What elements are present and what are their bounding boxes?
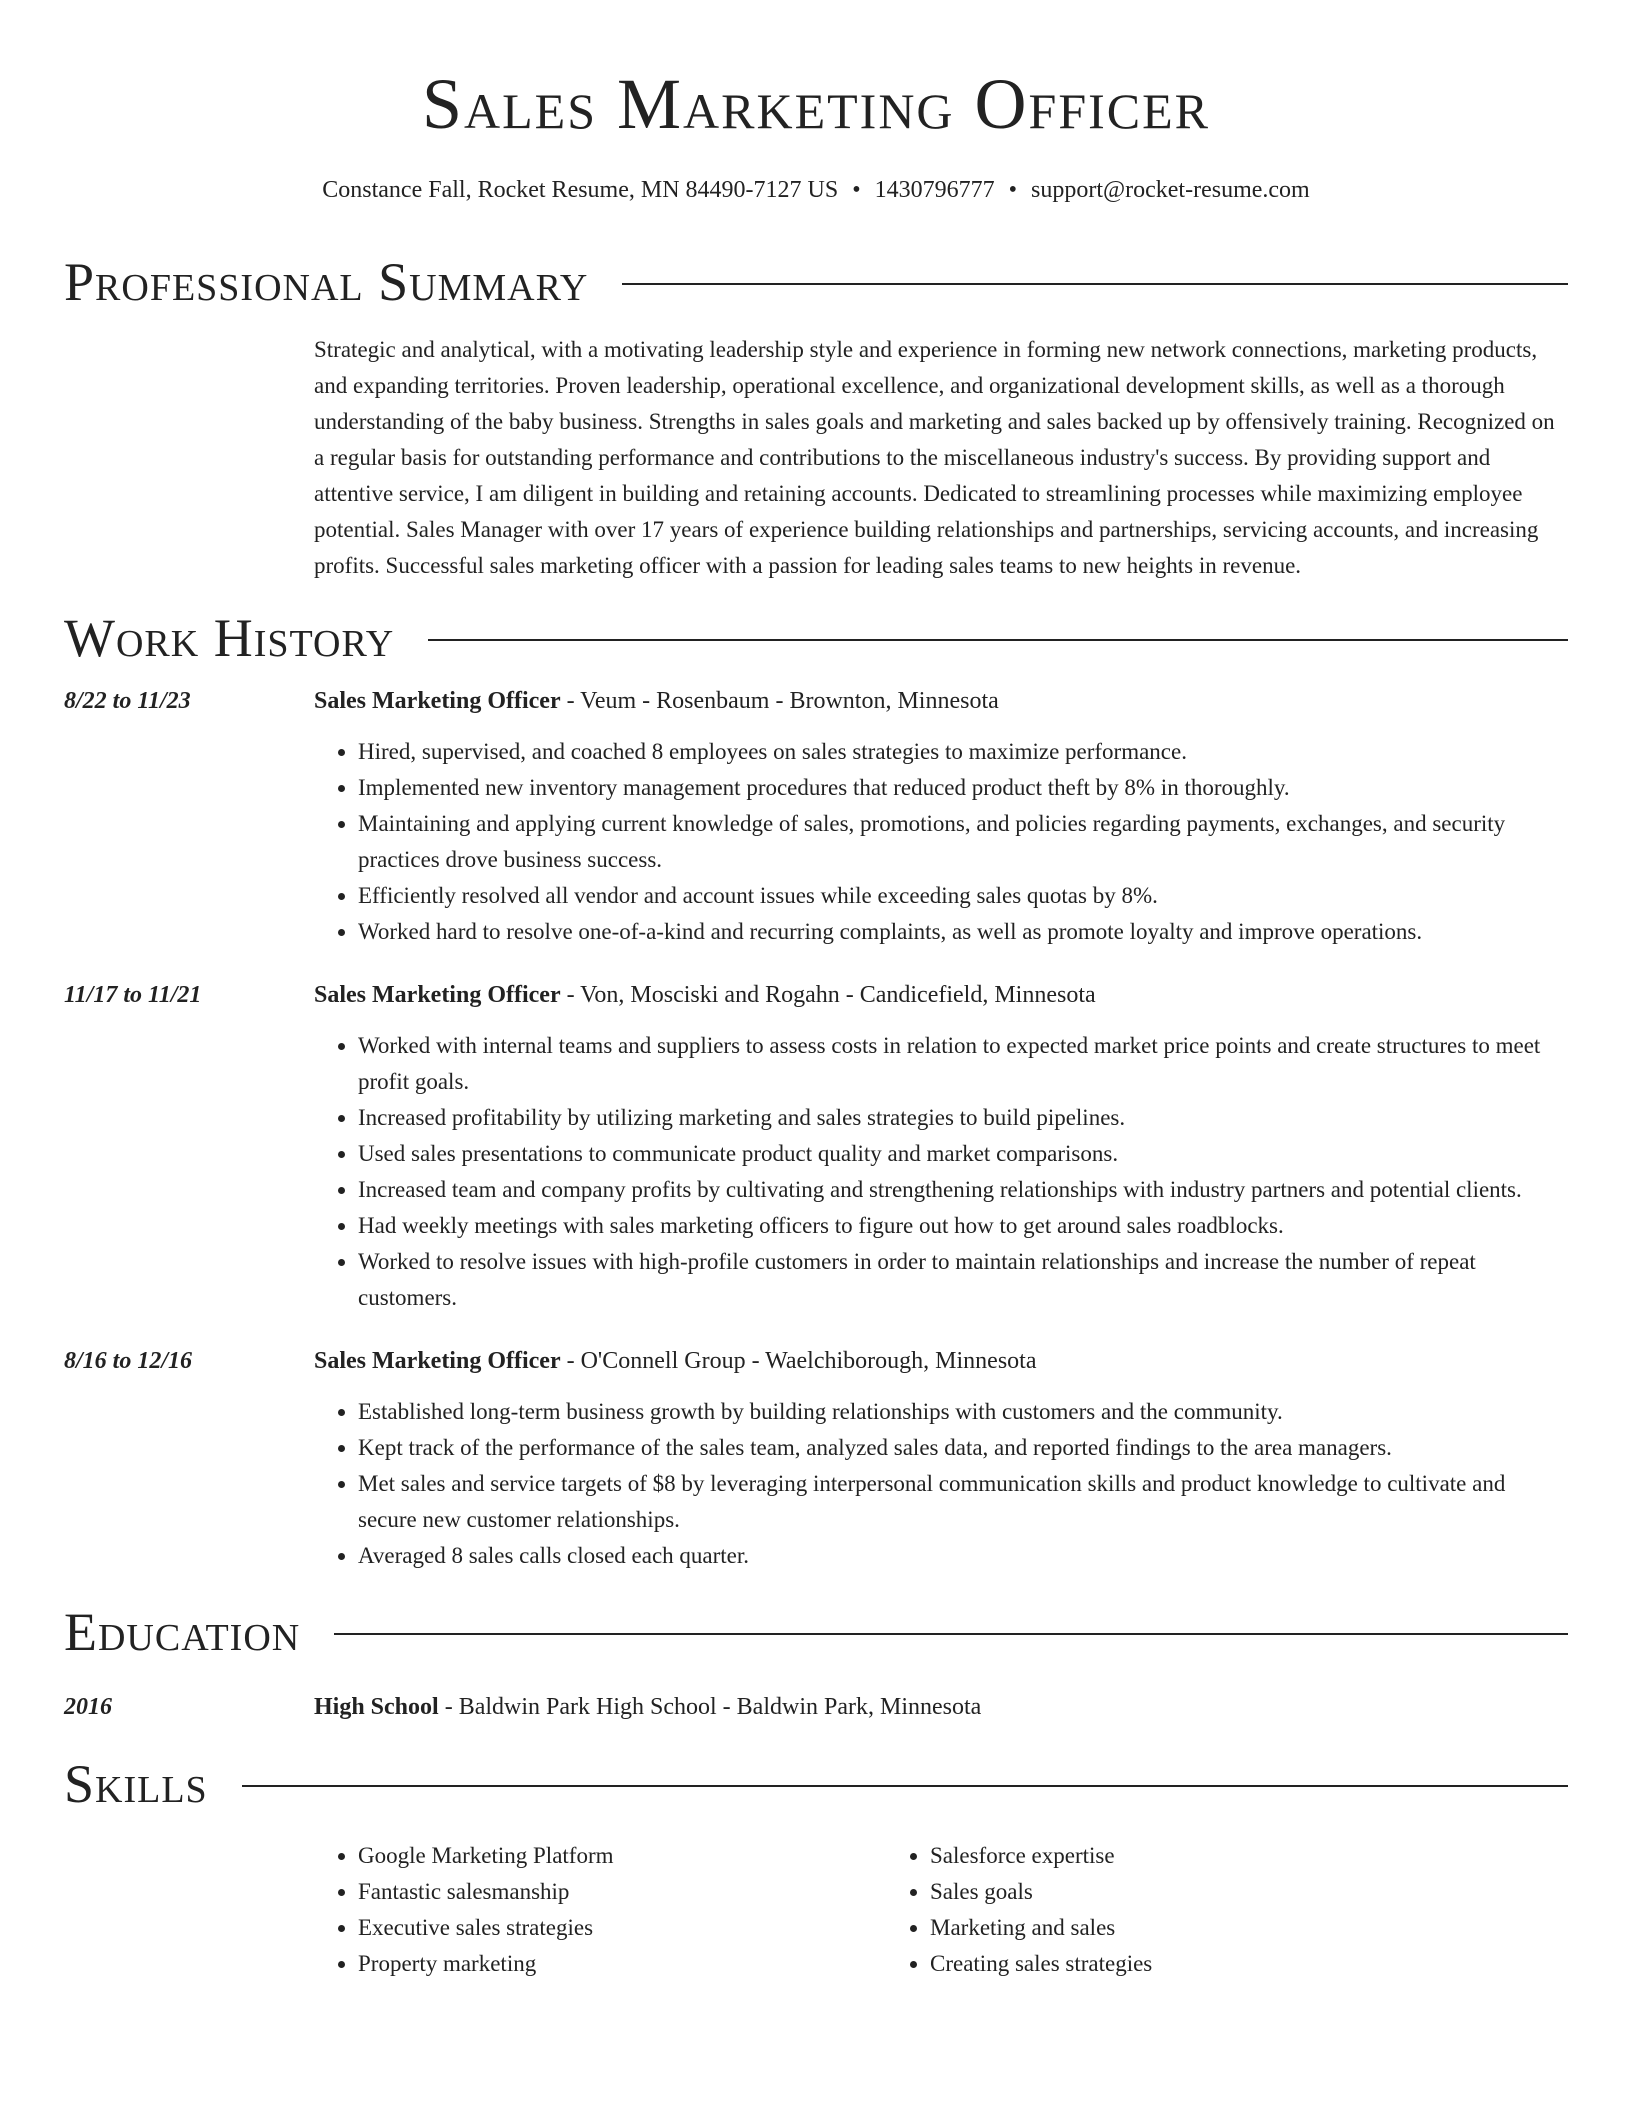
job-bullet: • Hired, supervised, and coached 8 employees on sales strategies to maximize performance. [358, 734, 1568, 770]
job-title: Sales Marketing Officer [314, 1348, 561, 1374]
skill-item: • Creating sales strategies [930, 1946, 1458, 1982]
job-employer: - Von, Mosciski and Rogahn - Candicefield, Minnesota [560, 982, 1096, 1008]
education-school: - Baldwin Park High School - Baldwin Park, Minnesota [438, 1694, 982, 1720]
education-section-header [64, 1600, 1568, 1664]
job-bullets [314, 734, 1568, 950]
resume-title: Sales Marketing Officer [421, 64, 1211, 144]
contact-phone: 1430796777 [874, 177, 995, 203]
contact-line [64, 174, 1568, 206]
skills-column-right [886, 1838, 1458, 1982]
job-bullet: • Used sales presentations to communicate product quality and market comparisons. [358, 1136, 1568, 1172]
education-entry [64, 1690, 1568, 1724]
contact-separator: • [1008, 177, 1018, 203]
job-bullet: • Established long-term business growth by building relationships with customers and the community. [358, 1394, 1568, 1430]
skill-item: • Property marketing [358, 1946, 886, 1982]
job-bullet: • Efficiently resolved all vendor and account issues while exceeding sales quotas by 8%. [358, 878, 1568, 914]
job-header [64, 1344, 1568, 1378]
summary-section-header [64, 250, 1568, 314]
job-bullet: • Maintaining and applying current knowledge of sales, promotions, and policies regarding payments, exchanges, and security practices drove business success. [358, 806, 1568, 878]
skills-column-left [314, 1838, 886, 1982]
job-bullet: • Kept track of the performance of the sales team, analyzed sales data, and reported findings to the area managers. [358, 1430, 1568, 1466]
job-entry [64, 1344, 1568, 1574]
skill-item: • Salesforce expertise [930, 1838, 1458, 1874]
job-bullet: • Worked hard to resolve one-of-a-kind and recurring complaints, as well as promote loyalty and improve operations. [358, 914, 1568, 950]
section-divider [428, 639, 1568, 641]
job-date: 11/17 to 11/21 [64, 982, 202, 1008]
work-section-header [64, 606, 1568, 670]
job-bullet: • Implemented new inventory management procedures that reduced product theft by 8% in thoroughly. [358, 770, 1568, 806]
job-bullet: • Increased team and company profits by cultivating and strengthening relationships with industry partners and potential clients. [358, 1172, 1568, 1208]
skills-heading: Skills [64, 1754, 208, 1814]
job-bullet: • Increased profitability by utilizing marketing and sales strategies to build pipelines. [358, 1100, 1568, 1136]
job-date: 8/16 to 12/16 [64, 1348, 193, 1374]
skills-grid [314, 1838, 1568, 1982]
job-bullets [314, 1028, 1568, 1316]
contact-address: Constance Fall, Rocket Resume, MN 84490-7127 US [322, 177, 839, 203]
skills-section-header [64, 1752, 1568, 1816]
job-bullet: • Worked to resolve issues with high-profile customers in order to maintain relationships and increase the number of repeat customers. [358, 1244, 1568, 1316]
skill-item: • Sales goals [930, 1874, 1458, 1910]
job-title: Sales Marketing Officer [314, 688, 561, 714]
contact-separator: • [852, 177, 861, 203]
job-entry [64, 978, 1568, 1316]
job-bullet: • Worked with internal teams and suppliers to assess costs in relation to expected market price points and create structures to meet profit goals. [358, 1028, 1568, 1100]
section-divider [242, 1785, 1568, 1787]
skill-item: • Google Marketing Platform [358, 1838, 886, 1874]
job-bullet: • Met sales and service targets of $8 by leveraging interpersonal communication skills and product knowledge to cultivate and secure new customer relationships. [358, 1466, 1568, 1538]
job-bullet: • Averaged 8 sales calls closed each quarter. [358, 1538, 1568, 1574]
job-title: Sales Marketing Officer [314, 982, 561, 1008]
job-employer: - Veum - Rosenbaum - Brownton, Minnesota [560, 688, 999, 714]
section-divider [334, 1633, 1568, 1635]
section-divider [622, 283, 1568, 285]
skill-item: • Marketing and sales [930, 1910, 1458, 1946]
job-header [64, 978, 1568, 1012]
job-bullet: • Had weekly meetings with sales marketing officers to figure out how to get around sales roadblocks. [358, 1208, 1568, 1244]
work-heading: Work History [64, 608, 395, 668]
education-date: 2016 [64, 1694, 112, 1720]
job-entry [64, 684, 1568, 950]
summary-text: Strategic and analytical, with a motivating leadership style and experience in forming new network connections, marketing products, and expanding territories. Proven leadership, operational excellence, and organizational development skills, as well as a thorough understanding of the baby business. Strengths in sales goals and marketing and sales backed up by offensively training. Recognized on a regular basis for outstanding performance and contributions to the miscellaneous industry's success. By providing support and attentive service, I am diligent in building and retaining accounts. Dedicated to streamlining processes while maximizing employee potential. Sales Manager with over 17 years of experience building relationships and partnerships, servicing accounts, and increasing profits. Successful sales marketing officer with a passion for leading sales teams to new heights in revenue. [314, 337, 1555, 578]
skill-item: • Executive sales strategies [358, 1910, 886, 1946]
job-bullets [314, 1394, 1568, 1574]
summary-heading: Professional Summary [64, 252, 589, 312]
job-header [64, 684, 1568, 718]
education-degree: High School [314, 1694, 439, 1720]
job-employer: - O'Connell Group - Waelchiborough, Minnesota [560, 1348, 1037, 1374]
job-date: 8/22 to 11/23 [64, 688, 191, 714]
education-heading: Education [64, 1602, 301, 1662]
skill-item: • Fantastic salesmanship [358, 1874, 886, 1910]
contact-email: support@rocket-resume.com [1031, 177, 1310, 203]
